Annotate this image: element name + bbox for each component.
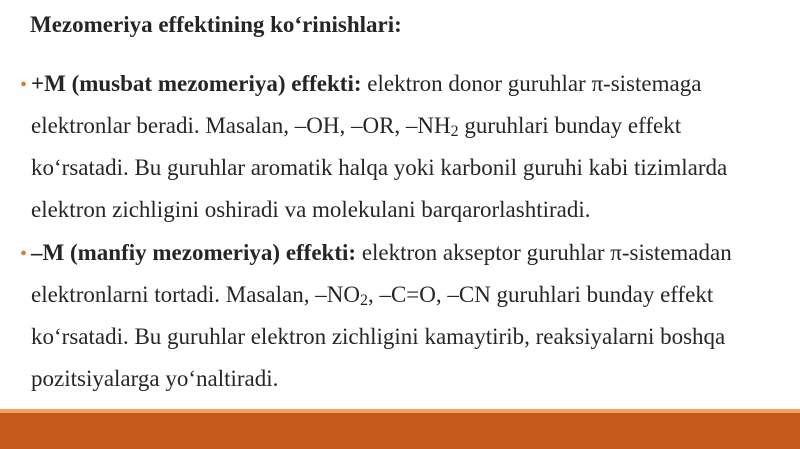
bullet-line-3: ko‘rsatadi. Bu guruhlar elektron zichligini kamaytirib, reaksiyalarni boshqa <box>31 324 726 349</box>
bullet-text: , –C=O, –CN guruhlari bunday effekt <box>367 282 714 307</box>
bullet-line-4: elektron zichligini oshiradi va molekulani barqarorlashtiradi. <box>31 197 591 222</box>
bullet-term: +M (musbat mezomeriya) effekti: <box>31 71 362 96</box>
slide-title: Mezomeriya effektining ko‘rinishlari: <box>30 12 402 37</box>
bullet-line-1 <box>20 232 790 274</box>
footer-band <box>0 413 800 449</box>
bullet-line-3: ko‘rsatadi. Bu guruhlar aromatik halqa yoki karbonil guruhi kabi tizimlarda <box>31 155 728 180</box>
subscript: 2 <box>359 292 368 309</box>
bullet-term: –M (manfiy mezomeriya) effekti: <box>31 240 357 265</box>
bullet-dot-icon: • <box>20 243 28 265</box>
bullet-line-2 <box>20 105 790 147</box>
bullet-line-1 <box>20 63 790 105</box>
subscript: 2 <box>450 123 459 140</box>
bullet-text: elektronlarni tortadi. Masalan, –NO <box>31 282 360 307</box>
bullet-text: elektronlar beradi. Masalan, –OH, –OR, –NH <box>31 113 451 138</box>
bullet-minus-m-effect <box>20 232 790 400</box>
bullet-text: guruhlari bunday effekt <box>458 113 682 138</box>
bullet-text: elektron akseptor guruhlar π-sistemadan <box>356 240 732 265</box>
bullet-plus-m-effect <box>20 63 790 231</box>
bullet-text: elektron donor guruhlar π-sistemaga <box>361 71 702 96</box>
bullet-dot-icon: • <box>20 74 28 96</box>
bullet-line-2 <box>20 274 790 316</box>
bullet-line-4: pozitsiyalarga yo‘naltiradi. <box>31 366 279 391</box>
